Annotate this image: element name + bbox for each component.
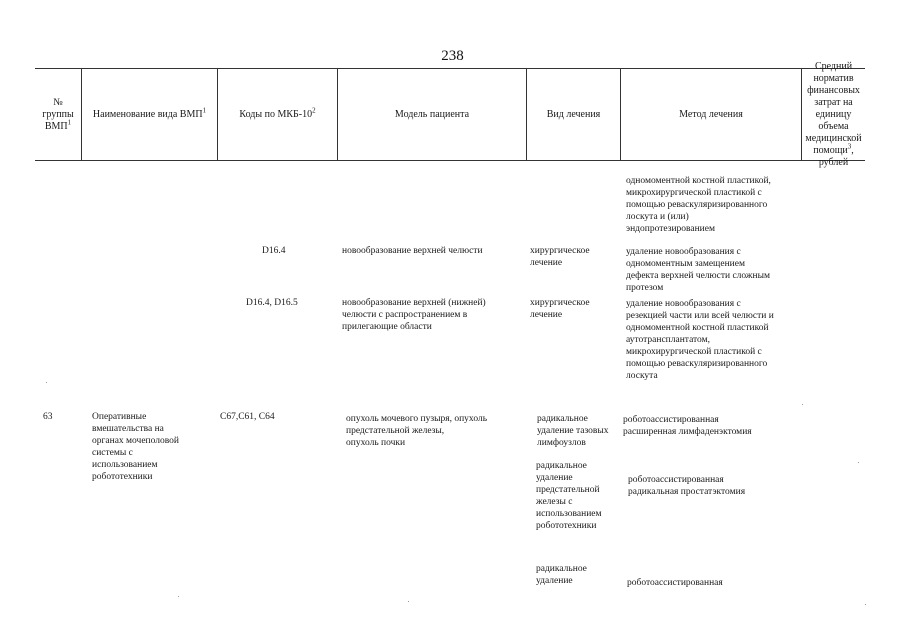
row-d164-code: D16.4 <box>262 246 286 256</box>
scan-speck <box>858 462 859 463</box>
header-treatment-type: Вид лечения <box>546 108 601 120</box>
scan-speck <box>46 382 47 383</box>
header-average-cost: Средний норматив финансовых затрат на единицу объема медицинской помощи$^3$, рублей <box>805 60 862 168</box>
group-63-codes: С67,С61, С64 <box>220 412 275 422</box>
header-group-number: № группы ВМП$^1$ <box>42 96 74 132</box>
group-63-number: 63 <box>43 412 53 422</box>
group-63-model: опухоль мочевого пузыря, опухоль предстательной железы, опухоль почки <box>346 414 488 448</box>
header-patient-model: Модель пациента <box>394 108 470 120</box>
scan-speck <box>178 596 179 597</box>
header-treatment-method: Метод лечения <box>679 108 743 120</box>
group-63-name: Оперативные вмешательства на органах мочеполовой системы с использованием робототехники <box>92 412 180 482</box>
header-bottom-border <box>35 160 865 161</box>
row-d164-treatment: хирургическое лечение <box>530 246 590 268</box>
row-d164-model: новообразование верхней челюсти <box>342 246 483 256</box>
group-63-method-2: роботоассистированная радикальная простатэктомия <box>628 475 746 497</box>
group-63-treatment-1: радикальное удаление тазовых лимфоузлов <box>537 414 609 448</box>
row-d164-method: удаление новообразования с одномоментным замещением дефекта верхней челюсти сложным протезом <box>626 247 770 293</box>
row-d164-d165-model: новообразование верхней (нижней) челюсти с распространением в прилегающие области <box>342 298 486 332</box>
group-63-method-1: роботоассистированная расширенная лимфаденэктомия <box>623 415 752 437</box>
row-d164-d165-code: D16.4, D16.5 <box>246 298 298 308</box>
scan-speck <box>408 601 409 602</box>
row-d164-d165-treatment: хирургическое лечение <box>530 298 590 320</box>
group-63-treatment-2: радикальное удаление предстательной железы с использованием робототехники <box>536 461 602 531</box>
header-vmp-name: Наименование вида ВМП$^1$ <box>92 106 207 120</box>
group-63-treatment-3: радикальное удаление <box>536 564 587 586</box>
page-number: 238 <box>441 48 464 64</box>
scan-speck <box>802 404 803 405</box>
group-63-method-3: роботоассистированная <box>627 578 723 588</box>
row-d164-d165-method: удаление новообразования с резекцией части или всей челюсти и одномоментной костной пластикой аутотрансплантатом, микрохирургической пластикой с помощью реваскуляризированного лоскута <box>626 299 774 381</box>
continued-method-text: одномоментной костной пластикой, микрохирургической пластикой с помощью реваскуляризированного лоскута и (или) эндопротезированием <box>626 176 771 234</box>
header-icd-codes: Коды по МКБ-$10^2$ <box>239 106 316 120</box>
scan-speck <box>865 604 866 605</box>
